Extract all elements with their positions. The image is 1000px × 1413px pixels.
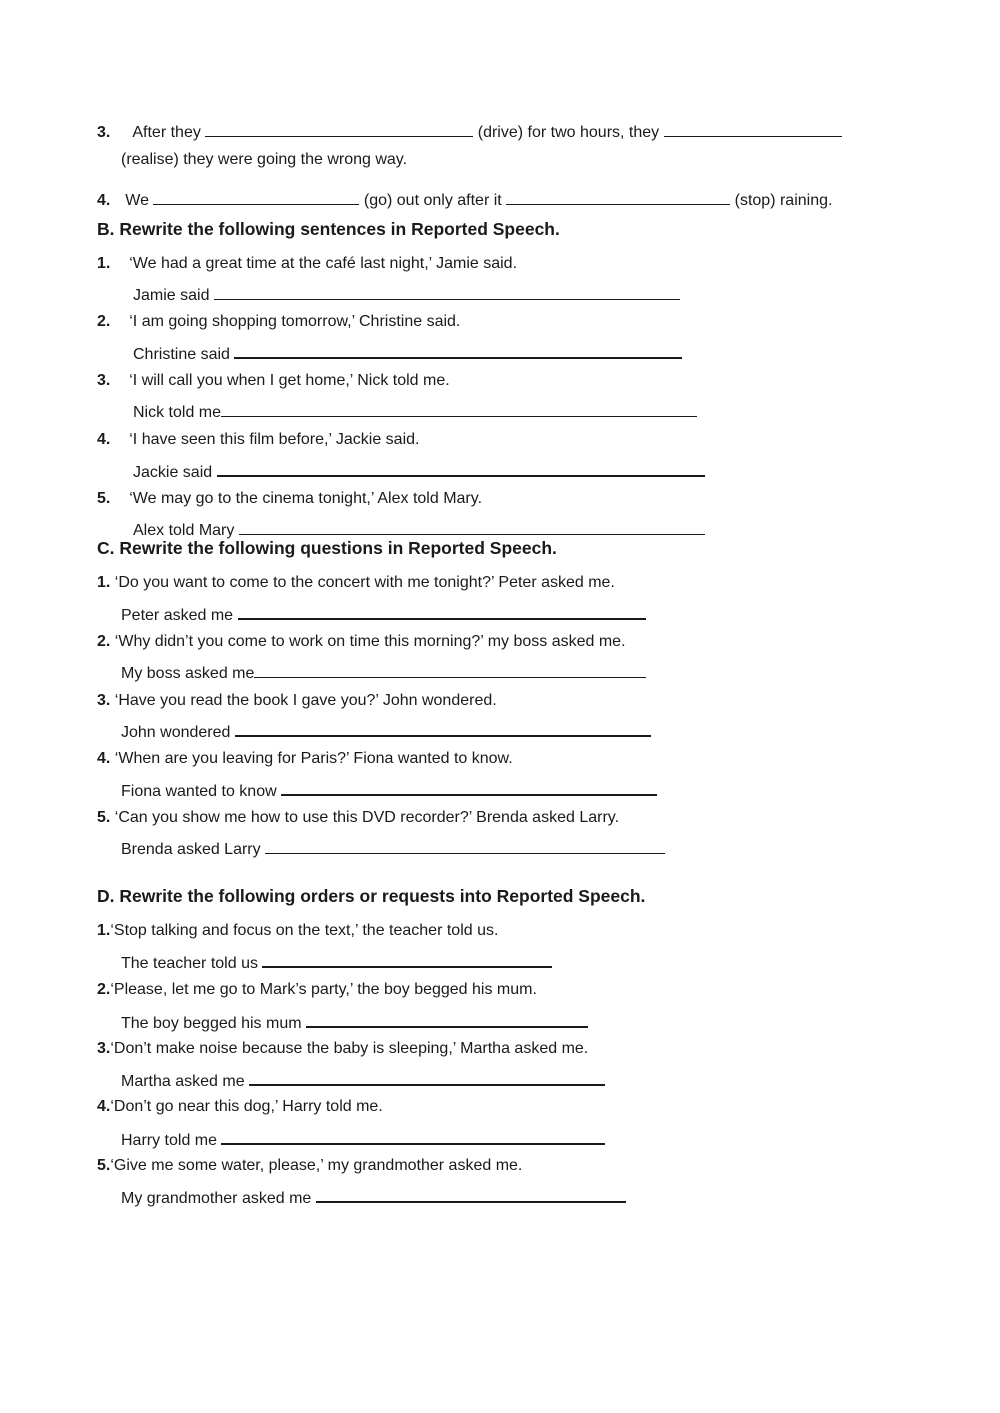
d-item-1-text: ‘Stop talking and focus on the text,’ the teacher told us. [110,922,499,939]
d-item-5-lead: My grandmother asked me [121,1190,312,1207]
b-item-4-text: ‘I have seen this film before,’ Jackie said. [129,431,420,448]
a-q3-text-1: After they [132,124,201,141]
c-item-5-answer [121,837,665,860]
a-q3-blank-1[interactable] [205,120,473,137]
d-item-5-answer [121,1185,626,1209]
d-item-1-answer [121,950,552,974]
b-item-3-blank[interactable] [221,400,697,417]
b-item-1-lead: Jamie said [133,287,210,304]
d-item-4-lead: Harry told me [121,1132,218,1149]
c-item-5-lead: Brenda asked Larry [121,841,261,858]
c-item-5-text: ‘Can you show me how to use this DVD recorder?’ Brenda asked Larry. [114,809,620,826]
c-item-2-prompt [97,632,626,652]
c-item-4-number: 4. [97,750,111,767]
d-item-5-text: ‘Give me some water, please,’ my grandmother asked me. [110,1157,523,1174]
c-item-1-text: ‘Do you want to come to the concert with me tonight?’ Peter asked me. [114,574,615,591]
d-item-2-answer [121,1010,588,1034]
c-item-2-lead: My boss asked me [121,665,255,682]
section-b-heading: B. Rewrite the following sentences in Reported Speech. [97,219,560,239]
a-q3-text-2: (drive) for two hours, they [477,124,660,141]
d-item-4-number: 4. [97,1098,111,1115]
section-d-heading: D. Rewrite the following orders or requests into Reported Speech. [97,886,646,906]
c-item-2-blank[interactable] [254,661,646,678]
c-item-4-prompt [97,749,513,769]
c-item-3-blank[interactable] [235,719,651,737]
c-item-3-answer [121,719,651,743]
b-item-2-number: 2. [97,313,111,330]
a-q4-blank-2[interactable] [506,188,730,205]
c-item-4-lead: Fiona wanted to know [121,783,277,800]
a-q4-text-3: (stop) raining. [734,192,833,209]
d-item-3-answer [121,1068,605,1092]
b-item-4-answer [133,459,705,483]
d-item-3-number: 3. [97,1040,111,1057]
c-item-4-blank[interactable] [281,778,657,796]
b-item-1-text: ‘We had a great time at the café last night,’ Jamie said. [129,255,518,272]
a-q3-blank-2[interactable] [664,120,842,137]
c-item-2-text: ‘Why didn’t you come to work on time this morning?’ my boss asked me. [114,633,626,650]
b-item-3-prompt [97,371,450,391]
b-item-1-prompt [97,254,517,274]
b-item-4-lead: Jackie said [133,464,213,481]
b-item-2-answer [133,341,682,365]
d-item-1-number: 1. [97,922,111,939]
b-item-3-answer [133,400,697,423]
b-item-2-prompt [97,312,460,332]
b-item-5-lead: Alex told Mary [133,522,235,539]
d-item-4-text: ‘Don’t go near this dog,’ Harry told me. [110,1098,383,1115]
c-item-4-answer [121,778,657,802]
b-item-1-blank[interactable] [214,283,680,300]
c-item-2-number: 2. [97,633,111,650]
d-item-2-lead: The boy begged his mum [121,1015,302,1032]
d-item-3-blank[interactable] [249,1068,605,1086]
b-item-2-text: ‘I am going shopping tomorrow,’ Christine said. [129,313,461,330]
d-item-3-lead: Martha asked me [121,1073,245,1090]
d-item-2-text: ‘Please, let me go to Mark’s party,’ the boy begged his mum. [110,981,537,998]
c-item-1-number: 1. [97,574,111,591]
b-item-3-lead: Nick told me [133,404,222,421]
c-item-5-prompt [97,808,619,828]
c-item-3-text: ‘Have you read the book I gave you?’ John wondered. [114,692,497,709]
c-item-2-answer [121,661,646,684]
b-item-4-blank[interactable] [217,459,705,477]
section-c-heading: C. Rewrite the following questions in Reported Speech. [97,538,557,558]
a-question-3-line2: (realise) they were going the wrong way. [121,151,408,168]
c-item-3-number: 3. [97,692,111,709]
b-item-3-number: 3. [97,372,111,389]
d-item-2-number: 2. [97,981,111,998]
a-question-4 [97,188,832,211]
d-item-1-lead: The teacher told us [121,955,258,972]
c-item-5-number: 5. [97,809,111,826]
d-item-2-prompt [97,980,537,1000]
a-question-3-line1 [97,120,842,143]
b-item-2-lead: Christine said [133,346,230,363]
c-item-1-answer [121,602,646,626]
c-item-3-lead: John wondered [121,724,231,741]
d-item-1-blank[interactable] [262,950,552,968]
b-item-1-answer [133,283,680,306]
a-q4-text-1: We [125,192,149,209]
d-item-5-prompt [97,1156,522,1176]
d-item-4-answer [121,1127,605,1151]
c-item-1-prompt [97,573,615,593]
b-item-5-number: 5. [97,490,111,507]
d-item-2-blank[interactable] [306,1010,588,1028]
c-item-3-prompt [97,691,497,711]
a-q3-number: 3. [97,124,111,141]
b-item-4-prompt [97,430,419,450]
d-item-5-blank[interactable] [316,1185,626,1203]
b-item-5-blank[interactable] [239,518,705,535]
b-item-4-number: 4. [97,431,111,448]
b-item-2-blank[interactable] [234,341,682,359]
a-q4-blank-1[interactable] [153,188,359,205]
d-item-4-prompt [97,1097,383,1117]
b-item-5-prompt [97,489,482,509]
d-item-3-text: ‘Don’t make noise because the baby is sleeping,’ Martha asked me. [110,1040,589,1057]
c-item-5-blank[interactable] [265,837,665,854]
b-item-5-text: ‘We may go to the cinema tonight,’ Alex told Mary. [129,490,483,507]
c-item-4-text: ‘When are you leaving for Paris?’ Fiona wanted to know. [114,750,513,767]
d-item-1-prompt [97,921,498,941]
c-item-1-blank[interactable] [238,602,646,620]
b-item-3-text: ‘I will call you when I get home,’ Nick told me. [129,372,450,389]
d-item-3-prompt [97,1039,588,1059]
a-q4-text-2: (go) out only after it [363,192,502,209]
b-item-1-number: 1. [97,255,111,272]
d-item-4-blank[interactable] [221,1127,605,1145]
c-item-1-lead: Peter asked me [121,607,234,624]
a-q4-number: 4. [97,192,111,209]
d-item-5-number: 5. [97,1157,111,1174]
